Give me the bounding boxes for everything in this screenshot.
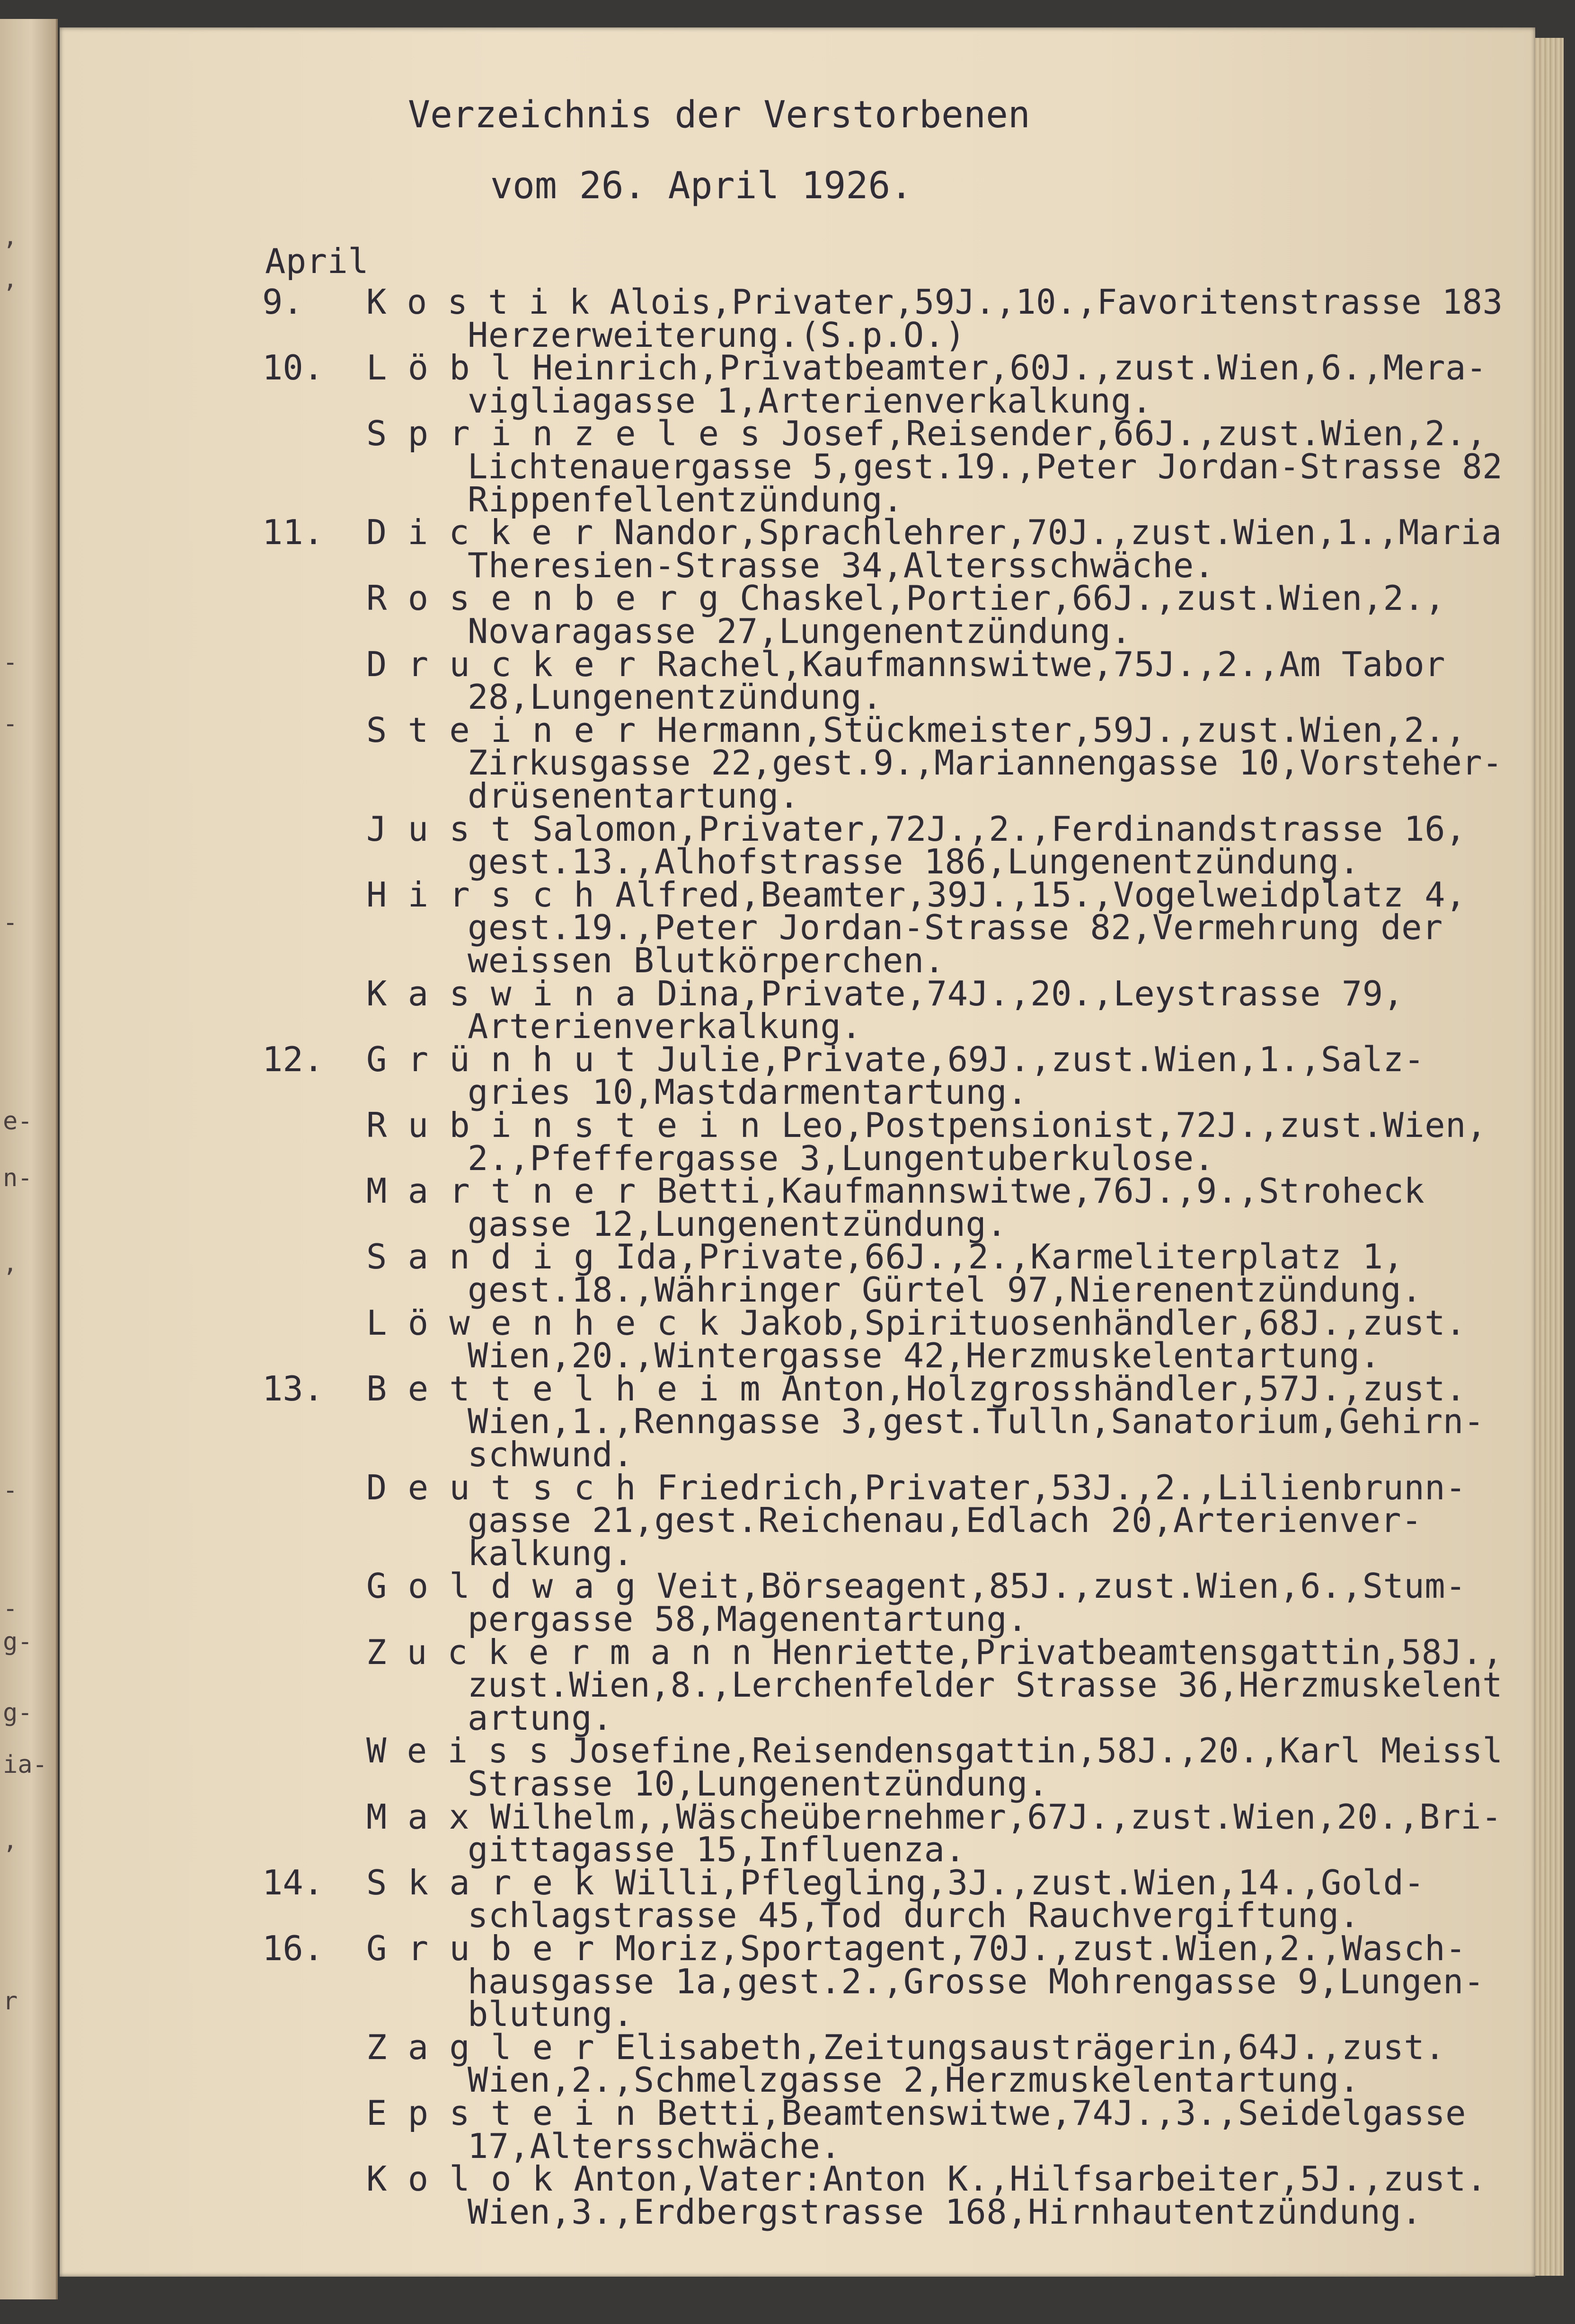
deceased-surname: R o s e n b e r g	[366, 578, 719, 618]
entry-details: Alfred,Beamter,39J.,15.,Vogelweidplatz 4,	[594, 874, 1466, 915]
entry-day: 16.	[262, 1928, 324, 1968]
deceased-surname: W e i s s	[366, 1731, 549, 1771]
entry-details: Chaskel,Portier,66J.,zust.Wien,2.,	[719, 578, 1446, 618]
left-page-fragment: ,	[3, 265, 18, 293]
left-page-fragment: ,	[3, 222, 18, 251]
deceased-surname: L ö b l	[366, 348, 512, 388]
entry-day: 12.	[262, 1039, 324, 1079]
entry-continuation-line: gries 10,Mastdarmentartung.	[468, 1072, 1028, 1112]
deceased-surname: S t e i n e r	[366, 710, 637, 750]
entry-continuation-line: gittagasse 15,Influenza.	[468, 1830, 966, 1870]
entry-continuation-line: schwund.	[468, 1435, 634, 1474]
deceased-surname: M a x	[366, 1796, 470, 1837]
document-page	[60, 27, 1535, 2277]
entry-continuation-line: Strasse 10,Lungenentzündung.	[468, 1764, 1049, 1804]
entry-continuation-line: Wien,20.,Wintergasse 42,Herzmuskelentartung.	[468, 1336, 1381, 1376]
left-page-fragment: g-	[3, 1699, 33, 1727]
left-page-fragment: -	[3, 908, 18, 937]
entry-details: Elisabeth,Zeitungsausträgerin,64J.,zust.	[594, 2027, 1446, 2067]
deceased-surname: D r u c k e r	[366, 644, 637, 684]
entry-continuation-line: gest.18.,Währinger Gürtel 97,Nierenentzündung.	[468, 1270, 1422, 1310]
left-page-fragment: -	[3, 648, 18, 677]
document-title: Verzeichnis der Verstorbenen	[408, 94, 1030, 136]
deceased-surname: R u b i n s t e i n	[366, 1105, 761, 1145]
deceased-surname: G r ü n h u t	[366, 1039, 637, 1079]
deceased-surname: K o s t i k	[366, 282, 590, 322]
left-page-fragment: ia-	[3, 1751, 47, 1779]
entry-details: Jakob,Spirituosenhändler,68J.,zust.	[719, 1303, 1466, 1343]
entry-continuation-line: artung.	[468, 1698, 613, 1738]
deceased-surname: Z u c k e r m a n n	[366, 1632, 752, 1672]
deceased-surname: K a s w i n a	[366, 973, 637, 1013]
deceased-surname: E p s t e i n	[366, 2093, 637, 2133]
deceased-surname: S a n d i g	[366, 1237, 595, 1277]
left-page-fragment: n-	[3, 1164, 33, 1192]
entry-details: Dina,Private,74J.,20.,Leystrasse 79,	[636, 973, 1404, 1013]
left-page-fragment: r	[3, 1987, 18, 2016]
entry-details: Ida,Private,66J.,2.,Karmeliterplatz 1,	[594, 1237, 1404, 1277]
deceased-surname: G o l d w a g	[366, 1566, 637, 1606]
entry-details: Willi,Pflegling,3J.,zust.Wien,14.,Gold-	[594, 1862, 1425, 1902]
entry-continuation-line: Rippenfellentzündung.	[468, 479, 903, 519]
left-page-fragment: g-	[3, 1628, 33, 1656]
entry-details: Betti,Kaufmannswitwe,76J.,9.,Stroheck	[636, 1171, 1425, 1211]
left-page-fragment: -	[3, 1594, 18, 1623]
deceased-surname: M a r t n e r	[366, 1171, 637, 1211]
entry-continuation-line: Wien,2.,Schmelzgasse 2,Herzmuskelentartung.	[468, 2060, 1360, 2100]
deceased-surname: D i c k e r	[366, 512, 593, 553]
entry-details: Josefine,Reisendensgattin,58J.,20.,Karl Meissl	[549, 1731, 1503, 1771]
deceased-surname: S k a r e k	[366, 1862, 595, 1902]
entry-continuation-line: weissen Blutkörperchen.	[468, 941, 945, 980]
left-page-fragment: ,	[3, 1826, 18, 1855]
entry-continuation-line: pergasse 58,Magenentartung.	[468, 1599, 1028, 1639]
entry-continuation-line: gasse 21,gest.Reichenau,Edlach 20,Arterienver-	[468, 1500, 1422, 1541]
entry-continuation-line: vigliagasse 1,Arterienverkalkung.	[468, 380, 1152, 421]
left-page-fragment: ,	[3, 1249, 18, 1277]
entry-continuation-line: 17,Altersschwäche.	[468, 2126, 841, 2166]
entry-continuation-line: Herzerweiterung.(S.p.O.)	[468, 315, 966, 355]
entry-continuation-line: Lichtenauergasse 5,gest.19.,Peter Jordan-Strasse 82	[468, 447, 1503, 486]
entry-details: Wilhelm,,Wäscheübernehmer,67J.,zust.Wien,20.,Bri-	[469, 1796, 1502, 1837]
entry-continuation-line: 28,Lungenentzündung.	[468, 677, 883, 717]
entry-details: Salomon,Privater,72J.,2.,Ferdinandstrasse 16,	[511, 809, 1466, 849]
entry-day: 9.	[262, 282, 303, 322]
entry-details: Alois,Privater,59J.,10.,Favoritenstrasse 183	[589, 282, 1503, 322]
left-page-fragment: e-	[3, 1107, 33, 1136]
entry-continuation-line: blutung.	[468, 1994, 634, 2034]
entry-details: Hermann,Stückmeister,59J.,zust.Wien,2.,	[636, 710, 1466, 750]
entry-continuation-line: gest.13.,Alhofstrasse 186,Lungenentzündung.	[468, 842, 1360, 882]
entry-continuation-line: 2.,Pfeffergasse 3,Lungentuberkulose.	[468, 1138, 1215, 1178]
entry-continuation-line: Wien,1.,Renngasse 3,gest.Tulln,Sanatorium,Gehirn-	[468, 1401, 1485, 1442]
entry-continuation-line: Novaragasse 27,Lungenentzündung.	[468, 611, 1132, 651]
entry-details: Betti,Beamtenswitwe,74J.,3.,Seidelgasse	[636, 2093, 1466, 2133]
entry-details: Friedrich,Privater,53J.,2.,Lilienbrunn-	[636, 1467, 1466, 1507]
entry-continuation-line: Wien,3.,Erdbergstrasse 168,Hirnhautentzündung.	[468, 2192, 1422, 2232]
left-page-fragment: -	[3, 710, 18, 738]
entry-continuation-line: gest.19.,Peter Jordan-Strasse 82,Vermehrung der	[468, 907, 1443, 948]
entry-continuation-line: hausgasse 1a,gest.2.,Grosse Mohrengasse 9,Lungen-	[468, 1961, 1485, 2001]
entry-day: 11.	[262, 512, 324, 553]
entry-day: 13.	[262, 1368, 324, 1408]
entry-details: Heinrich,Privatbeamter,60J.,zust.Wien,6.,Mera-	[511, 348, 1487, 388]
document-subtitle: vom 26. April 1926.	[490, 165, 913, 207]
deceased-surname: B e t t e l h e i m	[366, 1368, 761, 1408]
deceased-surname: D e u t s c h	[366, 1467, 637, 1507]
entry-day: 10.	[262, 348, 324, 388]
left-page-fragment: -	[3, 1476, 18, 1505]
deceased-surname: G r u b e r	[366, 1928, 595, 1968]
entry-details: Josef,Reisender,66J.,zust.Wien,2.,	[761, 414, 1487, 454]
entry-day: 14.	[262, 1862, 324, 1902]
entry-details: Anton,Vater:Anton K.,Hilfsarbeiter,5J.,zust.	[553, 2159, 1487, 2199]
entry-continuation-line: Zirkusgasse 22,gest.9.,Mariannengasse 10,Vorsteher-	[468, 743, 1503, 783]
deceased-surname: L ö w e n h e c k	[366, 1303, 719, 1343]
entry-details: Veit,Börseagent,85J.,zust.Wien,6.,Stum-	[636, 1566, 1466, 1606]
entry-continuation-line: gasse 12,Lungenentzündung.	[468, 1204, 1008, 1244]
entry-details: Rachel,Kaufmannswitwe,75J.,2.,Am Tabor	[636, 644, 1446, 684]
entry-details: Moriz,Sportagent,70J.,zust.Wien,2.,Wasch-	[594, 1928, 1466, 1968]
entry-details: Julie,Private,69J.,zust.Wien,1.,Salz-	[636, 1039, 1425, 1079]
deceased-surname: J u s t	[366, 809, 512, 849]
entry-continuation-line: kalkung.	[468, 1533, 634, 1573]
entry-details: Leo,Postpensionist,72J.,zust.Wien,	[761, 1105, 1487, 1145]
page-edge	[1535, 38, 1564, 2276]
deceased-surname: Z a g l e r	[366, 2027, 595, 2067]
entry-continuation-line: drüsenentartung.	[468, 776, 800, 816]
deceased-surname: H i r s c h	[366, 874, 595, 915]
entry-continuation-line: Theresien-Strasse 34,Altersschwäche.	[468, 545, 1215, 585]
entry-details: Nandor,Sprachlehrer,70J.,zust.Wien,1.,Maria	[593, 512, 1502, 553]
entry-continuation-line: schlagstrasse 45,Tod durch Rauchvergiftung.	[468, 1895, 1360, 1936]
deceased-surname: S p r i n z e l e s	[366, 414, 761, 454]
entry-continuation-line: Arterienverkalkung.	[468, 1006, 862, 1047]
entry-details: Anton,Holzgrosshändler,57J.,zust.	[761, 1368, 1466, 1408]
month-label: April	[265, 241, 369, 281]
left-facing-page	[0, 19, 58, 2299]
entry-continuation-line: zust.Wien,8.,Lerchenfelder Strasse 36,Herzmuskelent	[468, 1665, 1503, 1705]
deceased-surname: K o l o k	[366, 2159, 553, 2199]
entry-details: Henriette,Privatbeamtensgattin,58J.,	[752, 1632, 1503, 1672]
